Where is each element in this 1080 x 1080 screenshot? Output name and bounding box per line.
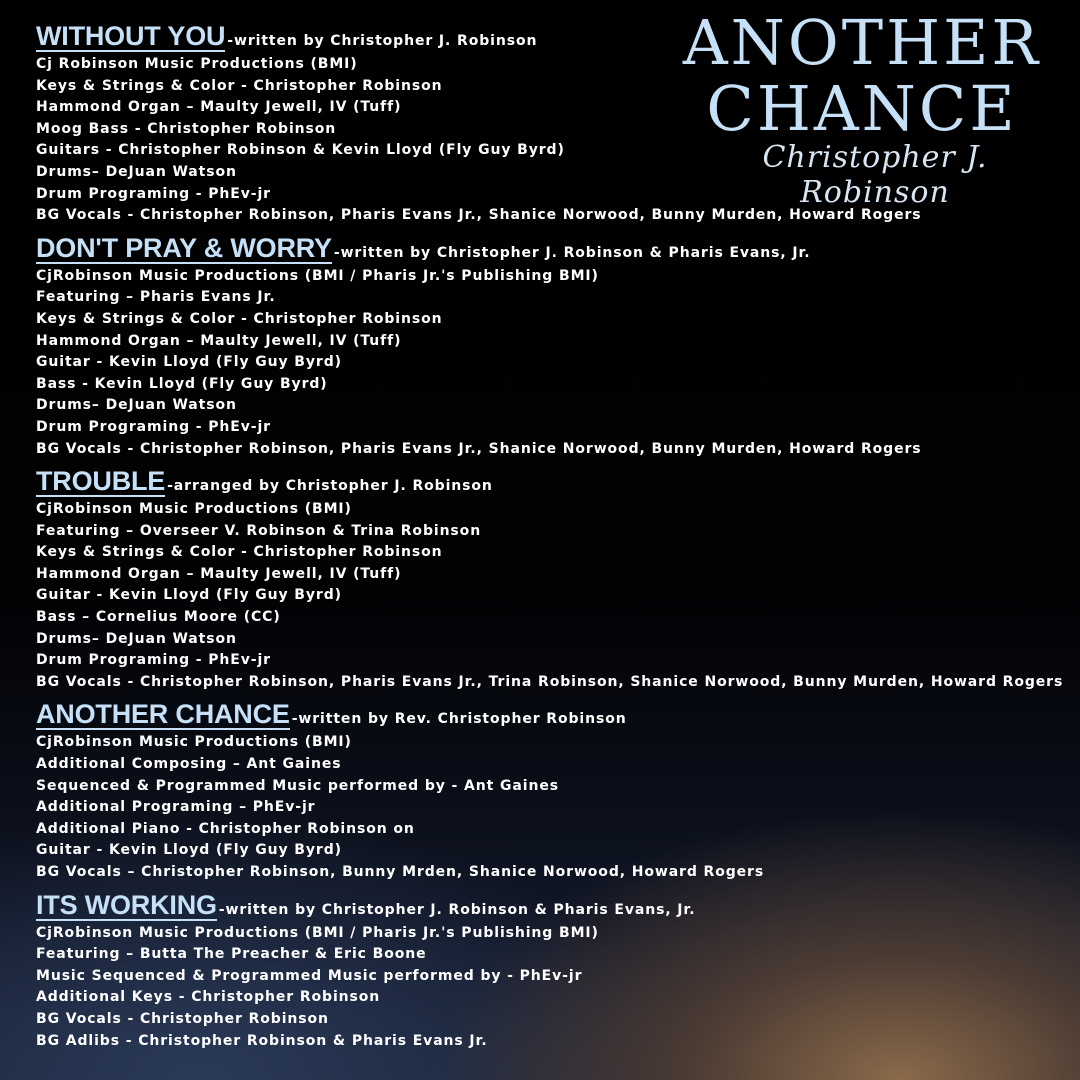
credit-line: BG Vocals - Christopher Robinson, Pharis Evans Jr., Shanice Norwood, Bunny Murden, Howard Rogers: [36, 207, 922, 224]
credit-line: Hammond Organ – Maulty Jewell, IV (Tuff): [36, 99, 402, 116]
song-credits-another-chance: [36, 700, 1036, 883]
song-header: [36, 700, 1036, 732]
song-header: [36, 467, 1036, 499]
song-title: WITHOUT YOU: [36, 21, 226, 51]
credit-line: Guitar - Kevin Lloyd (Fly Guy Byrd): [36, 587, 342, 604]
credit-line: Drum Programing - PhEv-jr: [36, 652, 271, 669]
credit-line: Guitar - Kevin Lloyd (Fly Guy Byrd): [36, 842, 342, 859]
credit-line: Drum Programing - PhEv-jr: [36, 185, 271, 202]
song-title: TROUBLE: [36, 466, 166, 497]
credit-line: CjRobinson Music Productions (BMI): [36, 501, 352, 518]
credit-line: Moog Bass - Christopher Robinson: [36, 120, 337, 137]
credit-line: Guitars - Christopher Robinson & Kevin Lloyd (Fly Guy Byrd): [36, 142, 565, 159]
credit-line: CjRobinson Music Productions (BMI): [36, 734, 352, 751]
album-title-line1: ANOTHER: [682, 6, 1042, 79]
credit-line: Additional Keys - Christopher Robinson: [36, 989, 381, 1006]
credit-line: Featuring – Overseer V. Robinson & Trina Robinson: [36, 522, 482, 539]
song-title: DON'T PRAY & WORRY: [36, 232, 332, 263]
credit-line: Hammond Organ – Maulty Jewell, IV (Tuff): [36, 565, 402, 582]
credit-line: BG Vocals - Christopher Robinson, Pharis Evans Jr., Trina Robinson, Shanice Norwood, Bunny Murden, Howard Rogers: [36, 673, 1064, 690]
credit-line: BG Vocals – Christopher Robinson, Bunny Mrden, Shanice Norwood, Howard Rogers: [36, 864, 765, 880]
song-header: [36, 891, 1036, 923]
credit-line: Drum Programing - PhEv-jr: [36, 418, 271, 435]
credit-line: Additional Piano - Christopher Robinson on: [36, 820, 415, 837]
album-title: [676, 6, 1048, 145]
credit-line: Keys & Strings & Color - Christopher Robinson: [36, 77, 443, 94]
song-title: ITS WORKING: [36, 889, 217, 920]
song-credits-trouble: [36, 466, 1064, 693]
credit-line: Drums– DeJuan Watson: [36, 163, 237, 180]
credit-line: Drums– DeJuan Watson: [36, 630, 237, 647]
credit-line: Cj Robinson Music Productions (BMI): [36, 56, 358, 72]
artist-signature: Christopher J. Robinson: [762, 140, 988, 210]
credit-line: CjRobinson Music Productions (BMI / Pharis Jr.'s Publishing BMI): [36, 267, 599, 284]
credit-line: Guitar - Kevin Lloyd (Fly Guy Byrd): [36, 354, 342, 371]
song-credits-dont-pray-and-worry: [36, 234, 1036, 460]
album-title-line2: CHANCE: [706, 72, 1018, 145]
credit-line: Keys & Strings & Color - Christopher Robinson: [36, 310, 443, 327]
credit-line: Featuring – Butta The Preacher & Eric Boone: [36, 946, 427, 963]
song-credits-its-working: [36, 891, 1036, 1053]
credit-line: BG Vocals - Christopher Robinson: [36, 1010, 329, 1027]
credit-line: Bass - Kevin Lloyd (Fly Guy Byrd): [36, 375, 328, 392]
credit-line: Additional Programing – PhEv-jr: [36, 799, 316, 816]
credit-line: BG Adlibs - Christopher Robinson & Pharis Evans Jr.: [36, 1032, 488, 1049]
song-writer-credit: -written by Christopher J. Robinson & Pharis Evans, Jr.: [218, 901, 696, 918]
credit-line: Music Sequenced & Programmed Music performed by - PhEv-jr: [36, 967, 583, 984]
song-writer-credit: -written by Rev. Christopher Robinson: [291, 711, 627, 728]
song-arranger-credit: -arranged by Christopher J. Robinson: [167, 478, 493, 495]
song-header: [36, 234, 1036, 266]
credit-line: Sequenced & Programmed Music performed by - Ant Gaines: [36, 777, 559, 794]
credit-line: Hammond Organ – Maulty Jewell, IV (Tuff): [36, 332, 402, 349]
song-title: ANOTHER CHANCE: [36, 699, 290, 730]
song-writer-credit: -written by Christopher J. Robinson & Pharis Evans, Jr.: [333, 244, 811, 261]
song-writer-credit: -written by Christopher J. Robinson: [227, 33, 538, 49]
credit-line: CjRobinson Music Productions (BMI / Pharis Jr.'s Publishing BMI): [36, 924, 599, 941]
credit-line: BG Vocals - Christopher Robinson, Pharis Evans Jr., Shanice Norwood, Bunny Murden, Howard Rogers: [36, 440, 922, 457]
credit-line: Drums– DeJuan Watson: [36, 397, 237, 414]
credit-line: Keys & Strings & Color - Christopher Robinson: [36, 544, 443, 561]
credit-line: Bass – Cornelius Moore (CC): [36, 609, 281, 626]
credit-line: Featuring – Pharis Evans Jr.: [36, 289, 276, 306]
credit-line: Additional Composing – Ant Gaines: [36, 756, 342, 773]
